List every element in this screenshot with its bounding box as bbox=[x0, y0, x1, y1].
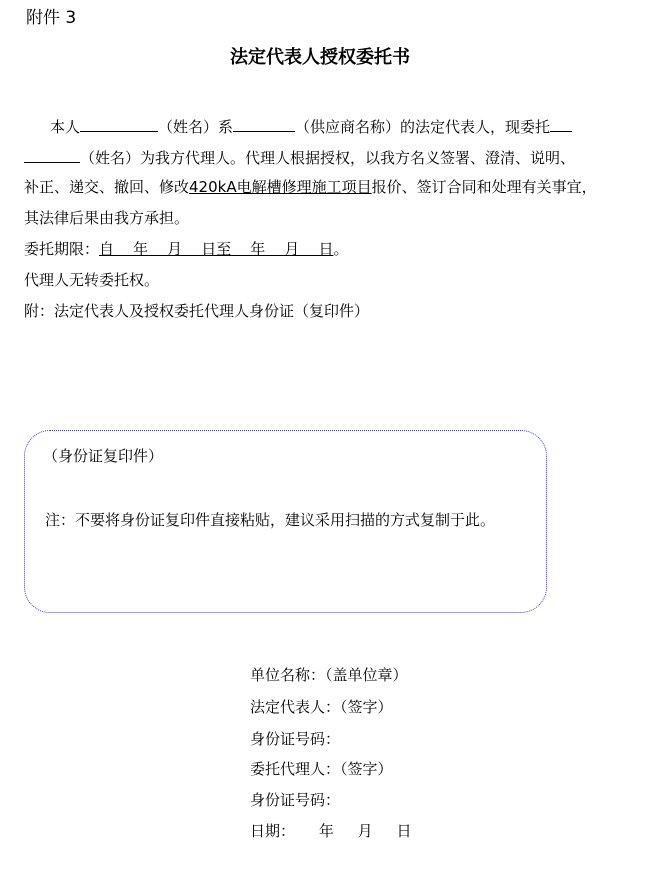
agent-name-blank[interactable] bbox=[24, 145, 80, 163]
body-text: 本人 bbox=[50, 118, 81, 136]
agent-blank-start[interactable] bbox=[550, 114, 572, 132]
signature-company: 单位名称：（盖单位章） bbox=[250, 666, 408, 684]
signature-id-number-2: 身份证号码： bbox=[250, 791, 341, 809]
no-subdelegation: 代理人无转委托权。 bbox=[24, 271, 160, 289]
body-text: 报价、签订合同和处理有关事宜， bbox=[371, 178, 597, 196]
body-line-3 bbox=[24, 176, 597, 197]
body-text: 补正、递交、撤回、修改 bbox=[24, 178, 190, 196]
supplier-blank[interactable] bbox=[233, 114, 295, 132]
id-box-title: （身份证复印件） bbox=[43, 447, 164, 465]
attachment-note: 附：法定代表人及授权委托代理人身份证（复印件） bbox=[24, 302, 370, 320]
period-line bbox=[24, 238, 348, 259]
signature-id-number-1: 身份证号码： bbox=[250, 730, 341, 748]
body-text: （供应商名称）的法定代表人，现委托 bbox=[295, 118, 551, 136]
body-text: （姓名）为我方代理人。代理人根据授权，以我方名义签署、澄清、说明、 bbox=[80, 149, 576, 167]
period-label: 委托期限： bbox=[24, 240, 100, 258]
body-text: （姓名）系 bbox=[158, 118, 234, 136]
id-box-note: 注：不要将身份证复印件直接粘贴，建议采用扫描的方式复制于此。 bbox=[45, 511, 496, 529]
name-blank[interactable] bbox=[80, 114, 158, 132]
signature-date: 日期： 年 月 日 bbox=[250, 822, 412, 840]
body-line-2 bbox=[24, 145, 575, 168]
body-line-1 bbox=[50, 114, 572, 137]
period-end: 。 bbox=[333, 240, 349, 258]
document-title: 法定代表人授权委托书 bbox=[230, 47, 410, 68]
body-line-4: 其法律后果由我方承担。 bbox=[24, 209, 190, 227]
project-name: 420kA电解槽修理施工项目 bbox=[189, 178, 372, 196]
signature-legal-rep: 法定代表人：（签字） bbox=[250, 698, 393, 716]
attachment-label: 附件 3 bbox=[26, 8, 77, 28]
id-copy-box[interactable] bbox=[24, 430, 547, 613]
period-value[interactable]: 自 年 月 日至 年 月 日 bbox=[99, 240, 334, 258]
signature-agent: 委托代理人：（签字） bbox=[250, 760, 393, 778]
